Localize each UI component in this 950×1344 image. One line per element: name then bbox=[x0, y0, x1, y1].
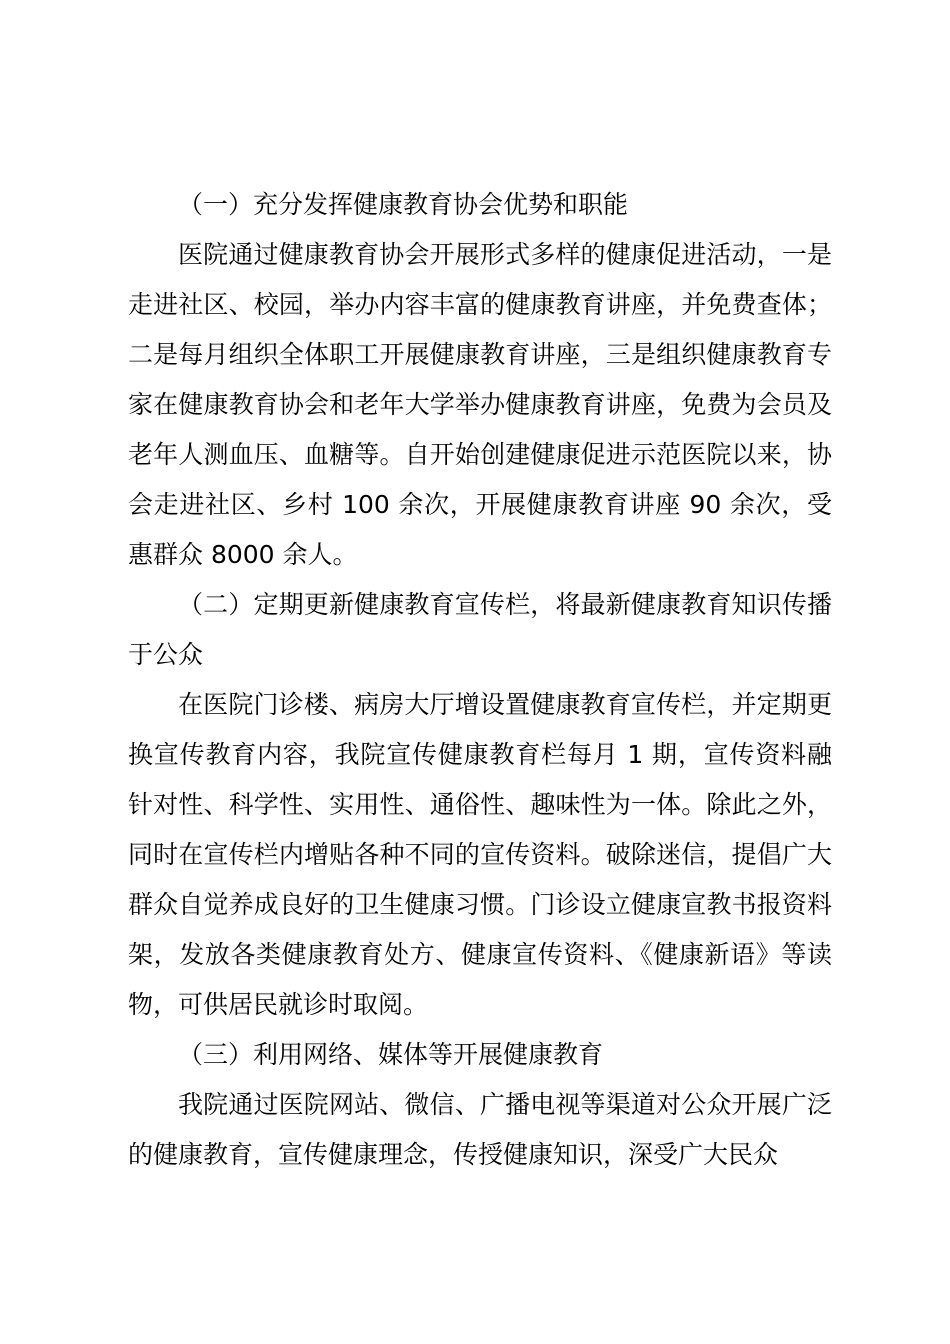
body-paragraph-1: 医院通过健康教育协会开展形式多样的健康促进活动，一是走进社区、校园，举办内容丰富的健康教育讲座，并免费查体；二是每月组织全体职工开展健康教育讲座，三是组织健康教育专家在健康教育协会和老年大学举办健康教育讲座，免费为会员及老年人测血压、血糖等。自开始创建健康促进示范医院以来，协会走进社区、乡村 100 余次，开展健康教育讲座 90 余次，受惠群众 8000 余人。 bbox=[128, 240, 832, 569]
section-heading-2: （二）定期更新健康教育宣传栏，将最新健康教育知识传播于公众 bbox=[128, 590, 832, 669]
section-heading-1: （一）充分发挥健康教育协会优势和职能 bbox=[178, 190, 629, 219]
section-heading-3: （三）利用网络、媒体等开展健康教育 bbox=[178, 1040, 604, 1069]
document-page bbox=[128, 180, 832, 1180]
body-paragraph-2: 在医院门诊楼、病房大厅增设置健康教育宣传栏，并定期更换宣传教育内容，我院宣传健康教育栏每月 1 期，宣传资料融针对性、科学性、实用性、通俗性、趣味性为一体。除此之外，同时在宣传栏内增贴各种不同的宣传资料。破除迷信，提倡广大群众自觉养成良好的卫生健康习惯。门诊设立健康宣教书报资料架，发放各类健康教育处方、健康宣传资料、《健康新语》等读物，可供居民就诊时取阅。 bbox=[128, 690, 832, 1019]
body-paragraph-3: 我院通过医院网站、微信、广播电视等渠道对公众开展广泛的健康教育，宣传健康理念，传授健康知识，深受广大民众 bbox=[128, 1090, 832, 1169]
